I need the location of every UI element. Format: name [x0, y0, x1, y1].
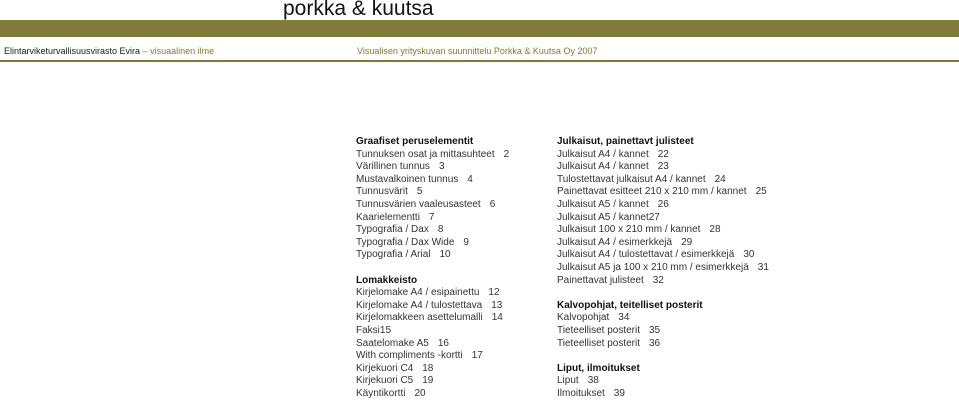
toc-section-title: Graafiset peruselementit — [356, 136, 474, 147]
toc-item-page: 28 — [709, 224, 721, 236]
toc-item-page: 35 — [649, 324, 661, 336]
section-gap — [557, 350, 857, 363]
toc-section-title: Kalvopohjat, teitelliset posterit — [557, 299, 703, 311]
toc-item-page: 10 — [439, 249, 451, 261]
toc-item-page: 18 — [422, 362, 434, 374]
toc-item — [356, 350, 546, 363]
toc-item-label: Julkaisut A4 / esimerkkejä — [557, 236, 673, 248]
toc-item-page: 31 — [757, 261, 769, 273]
toc-item-page: 14 — [491, 312, 503, 324]
toc-item-label: Liput — [557, 375, 579, 387]
toc-item — [356, 300, 546, 313]
toc-item — [557, 212, 857, 225]
toc-item-page: 29 — [681, 236, 693, 248]
toc-item — [356, 249, 546, 262]
toc-section-title: Lomakkeisto — [356, 274, 418, 286]
toc-item-page: 17 — [471, 350, 483, 362]
toc-item — [557, 262, 857, 275]
toc-item — [557, 186, 857, 199]
toc-item-page: 3 — [438, 161, 445, 173]
olive-band — [0, 20, 959, 37]
toc-item — [557, 275, 857, 288]
toc-item-label: Tunnusvärien vaaleusasteet — [356, 198, 481, 210]
toc-item-page: 13 — [491, 299, 503, 311]
toc-item-label: Ilmoitukset — [557, 387, 605, 399]
toc-item-label: Julkaisut A5 ja 100 x 210 mm / esimerkkejä — [557, 261, 749, 273]
toc-item-page: 19 — [422, 375, 434, 387]
toc-item-label: Kirjekuori C4 — [356, 362, 414, 374]
toc-item-page: 12 — [488, 287, 500, 299]
toc-item-label: Painettavat esitteet 210 x 210 mm / kannet — [557, 186, 747, 198]
section-gap — [557, 287, 857, 300]
toc-item-label: Kalvopohjat — [557, 312, 610, 324]
toc-item — [356, 363, 546, 376]
toc-item-label: Typografia / Dax Wide — [356, 236, 455, 248]
header-credit: Visualisen yrityskuvan suunnittelu Porkka & Kuutsa Oy 2007 — [357, 46, 598, 56]
brand-bar-left — [0, 0, 279, 20]
toc-item-page: 26 — [657, 198, 669, 210]
toc-item-label: Kaarielementti — [356, 211, 420, 223]
toc-item-page: 2 — [503, 148, 510, 160]
toc-item — [557, 174, 857, 187]
toc-item-label: Käyntikortti — [356, 387, 406, 399]
toc-item-label: Julkaisut A5 / kannet27 — [557, 211, 660, 223]
toc-item — [356, 237, 546, 250]
toc-item-label: Julkaisut 100 x 210 mm / kannet — [557, 224, 701, 236]
header-client-subtitle: visuaalinen ilme — [150, 46, 215, 56]
toc-item-label: Julkaisut A4 / kannet — [557, 161, 649, 173]
toc-item — [356, 388, 546, 400]
toc-column-left — [356, 136, 546, 400]
toc-item-label: Kirjelomake A4 / esipainettu — [356, 287, 480, 299]
toc-section-title: Julkaisut, painettavt julisteet — [557, 136, 694, 147]
toc-item-page: 25 — [755, 186, 767, 198]
toc-item-label: Kirjekuori C5 — [356, 375, 414, 387]
toc-item-label: Julkaisut A4 / kannet — [557, 148, 649, 160]
toc-item-page: 38 — [587, 375, 599, 387]
toc-item-page: 4 — [467, 173, 473, 185]
toc-item-page: 5 — [416, 186, 423, 198]
brand-bar — [0, 0, 959, 20]
toc-item — [356, 325, 546, 338]
toc-item-label: With compliments -kortti — [356, 350, 463, 362]
toc-item — [557, 375, 857, 388]
toc-item-label: Värillinen tunnus — [356, 161, 430, 173]
toc-item-page: 23 — [657, 161, 669, 173]
toc-item — [356, 149, 546, 162]
toc-item-page: 30 — [743, 249, 755, 261]
toc-item-label: Faksi15 — [356, 324, 392, 336]
toc-item-label: Julkaisut A4 / tulostettavat / esimerkkejä — [557, 249, 735, 261]
toc-item-label: Painettavat julisteet — [557, 274, 644, 286]
toc-item — [557, 237, 857, 250]
toc-item-page: 36 — [649, 337, 661, 349]
toc-item-label: Tieteelliset posterit — [557, 337, 640, 349]
toc-item — [356, 312, 546, 325]
toc-item-page: 9 — [463, 236, 469, 248]
toc-item-page: 32 — [652, 274, 664, 286]
toc-item-page: 7 — [428, 211, 435, 223]
toc-section-title: Liput, ilmoitukset — [557, 362, 640, 374]
toc-item — [356, 161, 546, 174]
toc-item-page: 8 — [437, 224, 444, 236]
toc-item-label: Mustavalkoinen tunnus — [356, 173, 459, 185]
toc-item — [356, 212, 546, 225]
toc-item-page: 20 — [414, 387, 426, 399]
toc-item-label: Julkaisut A5 / kannet — [557, 198, 649, 210]
toc-item — [557, 325, 857, 338]
brand-title: porkka & kuutsa — [283, 0, 434, 20]
toc-item — [557, 312, 857, 325]
toc-item-label: Tunnusvärit — [356, 186, 408, 198]
toc-item-label: Tieteelliset posterit — [557, 324, 640, 336]
toc-item — [557, 249, 857, 262]
toc-column-right — [557, 136, 857, 400]
toc-item — [557, 338, 857, 351]
toc-item — [356, 287, 546, 300]
toc-item — [557, 161, 857, 174]
toc-item-label: Kirjelomake A4 / tulostettava — [356, 299, 483, 311]
toc-item-label: Kirjelomakkeen asettelumalli — [356, 312, 483, 324]
toc-item — [557, 199, 857, 212]
toc-item — [356, 174, 546, 187]
toc-item-page: 24 — [714, 173, 726, 185]
toc-item-page: 34 — [618, 312, 630, 324]
toc-item — [356, 375, 546, 388]
header-client-name: Elintarviketurvallisuusvirasto Evira — [4, 46, 141, 56]
header-separator: – — [142, 46, 148, 56]
toc-item — [557, 388, 857, 400]
toc-item — [356, 338, 546, 351]
header-rule — [0, 60, 959, 62]
toc-item-label: Tulostettavat julkaisut A4 / kannet — [557, 173, 706, 185]
toc-item — [356, 199, 546, 212]
section-gap — [356, 262, 546, 275]
toc-item-label: Saatelomake A5 — [356, 337, 429, 349]
header-client — [4, 46, 214, 57]
toc-item-page: 22 — [657, 148, 669, 160]
toc-item — [356, 224, 546, 237]
toc-item-label: Typografia / Dax — [356, 224, 429, 236]
toc-item — [557, 149, 857, 162]
toc-item — [557, 224, 857, 237]
toc-item-page: 16 — [437, 337, 449, 349]
toc-item-page: 6 — [489, 198, 496, 210]
toc-item-label: Tunnuksen osat ja mittasuhteet — [356, 148, 495, 160]
toc-item-page: 39 — [613, 387, 625, 399]
toc-item — [356, 186, 546, 199]
toc-item-label: Typografia / Arial — [356, 249, 431, 261]
